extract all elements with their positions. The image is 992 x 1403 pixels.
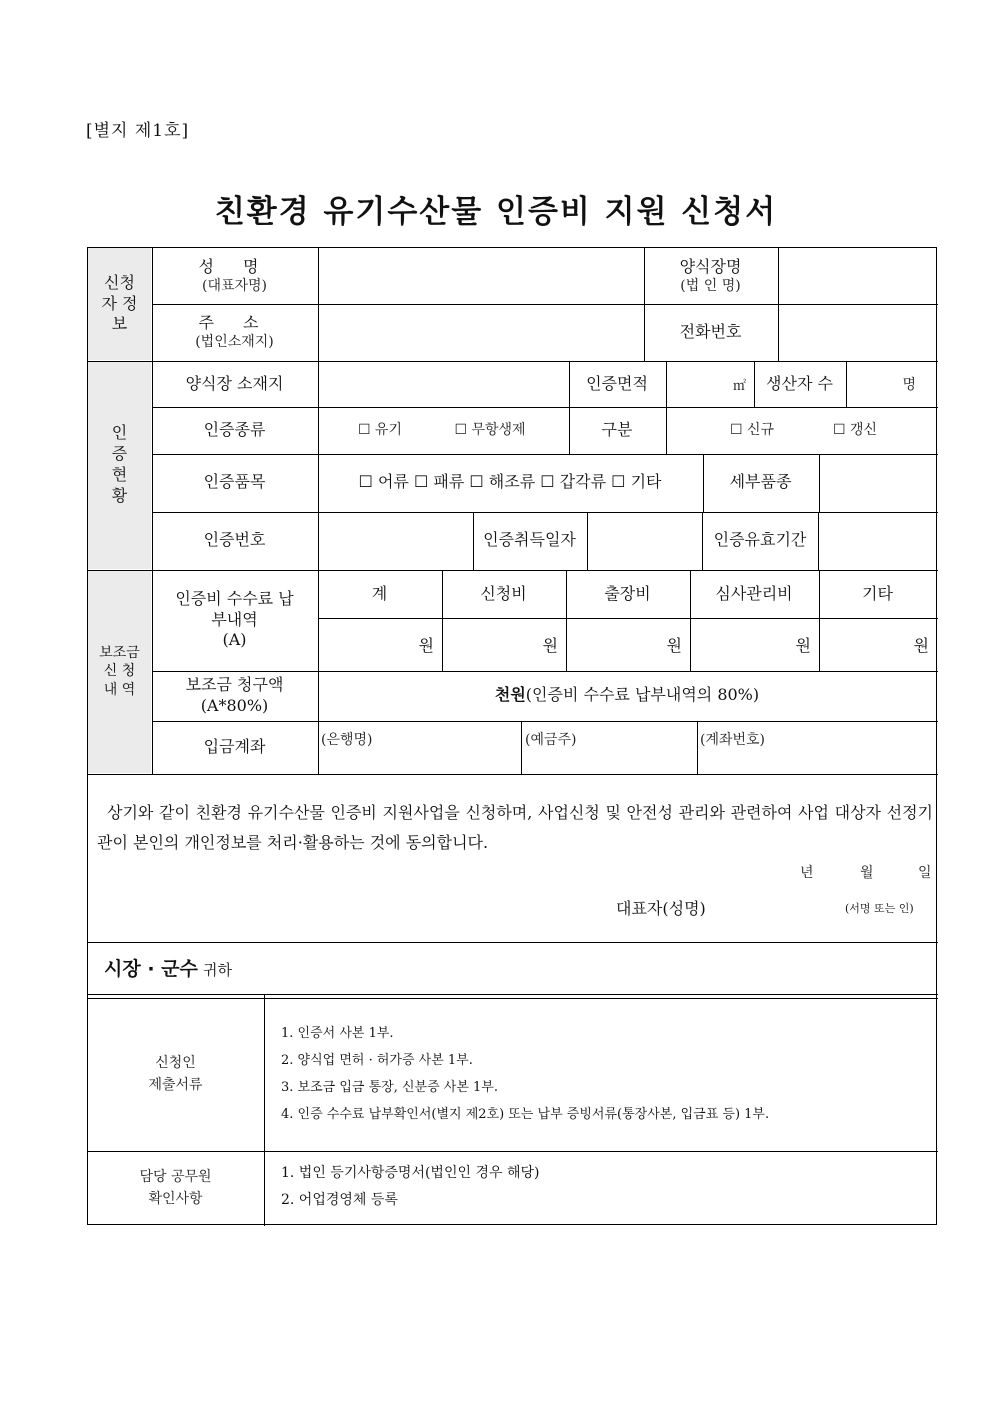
date-day[interactable]: 일: [918, 865, 932, 881]
subsidy-section-label: 보조금 신 청 내 역: [99, 645, 140, 698]
cert-number-field[interactable]: [318, 512, 471, 569]
representative-label: 대표자(성명): [616, 899, 706, 918]
detail-variety-field[interactable]: [819, 454, 936, 511]
fee-other-field[interactable]: 원: [913, 636, 929, 655]
documents-label: 신청인 제출서류: [148, 1055, 203, 1093]
list-item: 4. 인증 수수료 납부확인서(별지 제2호) 또는 납부 증빙서류(통장사본, 입금표 등) 1부.: [281, 1107, 770, 1122]
cert-number-label: 인증번호: [203, 530, 266, 550]
area-label: 인증면적: [586, 373, 648, 393]
list-item: 3. 보조금 입금 통장, 신분증 사본 1부.: [281, 1080, 498, 1095]
account-label: 입금계좌: [203, 736, 266, 756]
cert-valid-field[interactable]: [819, 512, 936, 569]
division-new-checkbox[interactable]: ☐ 신규: [729, 421, 775, 438]
fee-col-other: 기타: [862, 583, 893, 603]
cert-type-label: 인증종류: [203, 419, 266, 439]
list-item: 1. 법인 등기사항증명서(법인인 경우 해당): [281, 1165, 540, 1181]
division-label: 구분: [601, 419, 633, 439]
address-label: 주 소 (법인소재지): [195, 312, 274, 351]
cert-date-label: 인증취득일자: [483, 530, 576, 550]
fee-label: 인증비 수수료 납부내역 (A): [175, 588, 294, 650]
bank-name-field[interactable]: (은행명): [321, 732, 373, 748]
cert-type-antibiotic-free-checkbox[interactable]: ☐ 무항생제: [454, 421, 526, 438]
farm-name-label: 양식장명 (법 인 명): [679, 256, 742, 295]
applicant-section-label: 신청자 정 보: [101, 272, 138, 334]
official-check-list: [281, 1160, 931, 1214]
item-options[interactable]: ☐ 어류 ☐ 패류 ☐ 해조류 ☐ 갑각류 ☐ 기타: [358, 472, 662, 492]
date-year[interactable]: 년: [800, 865, 814, 881]
fee-col-application: 신청비: [480, 583, 527, 603]
consent-statement: 상기와 같이 친환경 유기수산물 인증비 지원사업을 신청하며, 사업신청 및 안전성 관리와 관련하여 사업 대상자 선정기관이 본인의 개인정보를 처리·활용하는 것에 동의합니다.: [97, 803, 933, 852]
form-title: 친환경 유기수산물 인증비 지원 신청서: [214, 194, 778, 230]
division-renew-checkbox[interactable]: ☐ 갱신: [832, 421, 878, 438]
cert-section-label: 인 증 현 황: [111, 423, 128, 505]
list-item: 2. 어업경영체 등록: [281, 1192, 398, 1208]
address-field[interactable]: [318, 304, 643, 360]
name-label: 성 명 (대표자명): [198, 256, 271, 295]
claim-label: 보조금 청구액 (A*80%): [185, 674, 284, 715]
signature-note[interactable]: (서명 또는 인): [845, 902, 914, 915]
producer-unit[interactable]: 명: [902, 377, 916, 393]
cert-type-organic-checkbox[interactable]: ☐ 유기: [357, 421, 403, 438]
detail-variety-label: 세부품종: [729, 472, 792, 492]
account-holder-field[interactable]: (예금주): [525, 732, 577, 748]
farm-location-label: 양식장 소재지: [185, 373, 284, 393]
fee-audit-field[interactable]: 원: [795, 636, 811, 655]
date-month[interactable]: 월: [860, 865, 874, 881]
fee-application-field[interactable]: 원: [542, 636, 558, 655]
phone-label: 전화번호: [679, 321, 742, 341]
phone-field[interactable]: [778, 304, 936, 360]
fee-col-travel: 출장비: [604, 583, 651, 603]
farm-location-field[interactable]: [318, 361, 567, 407]
addressee: 시장 · 군수 귀하: [104, 958, 232, 980]
account-number-field[interactable]: (계좌번호): [700, 732, 766, 748]
fee-col-total: 계: [371, 583, 388, 603]
farm-name-field[interactable]: [778, 248, 936, 304]
name-field[interactable]: [318, 248, 643, 304]
list-item: 2. 양식업 면허 · 허가증 사본 1부.: [281, 1053, 473, 1068]
area-unit[interactable]: ㎡: [732, 378, 746, 394]
cert-date-field[interactable]: [587, 512, 701, 569]
cert-valid-label: 인증유효기간: [713, 530, 807, 550]
item-label: 인증품목: [203, 472, 266, 492]
official-check-label: 담당 공무원 확인사항: [139, 1168, 212, 1207]
claim-field[interactable]: 천원 (인증비 수수료 납부내역의 80%): [494, 685, 760, 705]
documents-list: [281, 1020, 931, 1128]
fee-total-field[interactable]: 원: [418, 636, 434, 655]
producer-count-label: 생산자 수: [766, 373, 833, 393]
annex-label: [별지 제1호]: [86, 121, 190, 141]
fee-col-audit: 심사관리비: [715, 583, 793, 603]
list-item: 1. 인증서 사본 1부.: [281, 1026, 394, 1041]
fee-travel-field[interactable]: 원: [666, 636, 682, 655]
